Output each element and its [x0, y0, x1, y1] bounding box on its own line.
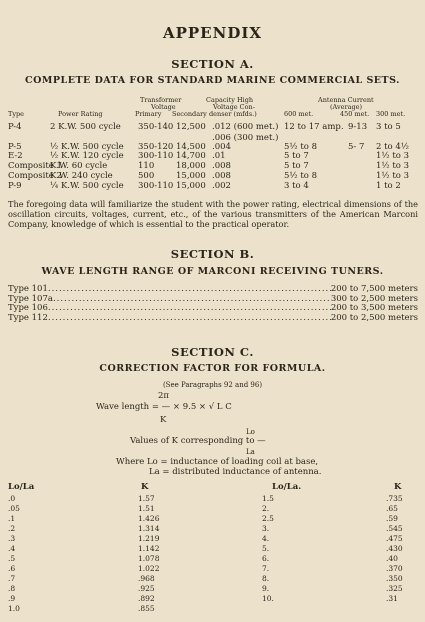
k-ratio-right: 2.5	[262, 514, 274, 523]
cell-300m: 2 to 4½	[376, 142, 409, 152]
k-value-right: .350	[386, 574, 403, 583]
cell-600m: 5½ to 8	[284, 171, 317, 181]
k-value-right: .430	[386, 544, 403, 553]
leader-dots	[53, 294, 331, 304]
k-value-right: .31	[386, 594, 398, 603]
k-value-right: .325	[386, 584, 403, 593]
header-antenna-current: Antenna Current	[318, 96, 374, 104]
cell-300m: 3 to 5	[376, 122, 401, 132]
header-primary: Primary	[135, 110, 162, 118]
cell-type: Composite 1	[8, 161, 62, 171]
cell-primary: 300-110	[138, 151, 174, 161]
header-type: Type	[8, 110, 25, 118]
tuner-row	[8, 303, 418, 313]
k-ratio-left: .5	[8, 554, 16, 563]
cell-secondary: 14,700	[176, 151, 206, 161]
tuner-row	[8, 294, 418, 304]
k-value-right: .65	[386, 504, 398, 513]
cell-capacity: .006 (300 met.)	[212, 133, 279, 143]
cell-primary: 110	[138, 161, 155, 171]
section-b-subheading: WAVE LENGTH RANGE OF MARCONI RECEIVING TUNERS.	[41, 266, 384, 277]
page-title: APPENDIX	[162, 24, 262, 42]
k-ratio-right: 2.	[262, 504, 270, 513]
cell-power: ¼ K.W. 500 cycle	[50, 181, 124, 191]
k-table-col-k-left: K	[141, 482, 149, 492]
k-value-left: 1.51	[138, 504, 155, 513]
k-value-right: .735	[386, 494, 403, 503]
cell-primary: 300-110	[138, 181, 174, 191]
formula-numerator: 2π	[158, 391, 169, 401]
tuner-type: Type 107a	[8, 293, 53, 304]
k-value-right: .475	[386, 534, 403, 543]
values-of-k-line: Values of K corresponding to —	[130, 436, 266, 446]
k-value-right: .370	[386, 564, 403, 573]
tuner-range: 300 to 2,500 meters	[330, 293, 418, 304]
cell-type: E-2	[8, 151, 23, 161]
cell-primary: 350-120	[138, 142, 174, 152]
k-value-right: .59	[386, 514, 398, 523]
where-line-1: Where Lo = inductance of loading coil at base,	[116, 457, 319, 467]
tuner-row	[8, 313, 418, 323]
header-antenna-average: (Average)	[330, 103, 363, 111]
tuner-type: Type 101	[8, 284, 48, 294]
k-ratio-right: 10.	[262, 594, 274, 603]
header-power-rating: Power Rating	[58, 110, 103, 118]
k-ratio-right: 7.	[262, 564, 270, 573]
cell-600m: 5 to 7	[284, 151, 309, 161]
k-value-left: .968	[138, 574, 155, 583]
header-capacity-2: Voltage Con-	[213, 103, 255, 111]
cell-secondary: 14,500	[176, 142, 206, 152]
cell-power: ½ K.W. 120 cycle	[50, 151, 124, 161]
k-ratio-left: .3	[8, 534, 16, 543]
k-value-right: .40	[386, 554, 398, 563]
k-ratio-right: 9.	[262, 584, 270, 593]
k-ratio-left: .1	[8, 514, 16, 523]
cell-secondary: 12,500	[176, 122, 206, 132]
cell-600m: 12 to 17 amp.	[284, 122, 344, 132]
section-c-see-note: (See Paragraphs 92 and 96)	[162, 381, 263, 389]
header-capacity-3: denser (mfds.)	[209, 110, 257, 118]
tuner-row	[8, 284, 418, 294]
cell-secondary: 18,000	[176, 161, 206, 171]
cell-type: Composite 2	[8, 171, 62, 181]
k-table-col-ratio-right: Lo/La.	[272, 482, 302, 492]
where-line-2: La = distributed inductance of antenna.	[149, 467, 322, 477]
k-value-left: 1.022	[138, 564, 160, 573]
cell-capacity: .012 (600 met.)	[212, 122, 279, 132]
header-300-met: 300 met.	[376, 110, 406, 118]
cell-300m: 1½ to 3	[376, 161, 409, 171]
k-ratio-right: 5.	[262, 544, 270, 553]
cell-300m: 1 to 2	[376, 181, 401, 191]
k-ratio-left: .0	[8, 494, 16, 503]
k-value-left: 1.57	[138, 494, 155, 503]
cell-capacity: .002	[212, 181, 231, 191]
cell-primary: 500	[138, 171, 155, 181]
leader-dots	[48, 284, 331, 294]
k-value-left: .925	[138, 584, 155, 593]
values-numerator: Lo	[246, 428, 255, 436]
k-value-left: 1.078	[138, 554, 160, 563]
cell-power: 2 K.W. 500 cycle	[50, 122, 121, 132]
cell-capacity: .004	[212, 142, 231, 152]
leader-dots	[48, 313, 331, 323]
header-transformer-voltage: Voltage	[151, 103, 176, 111]
header-secondary: Secondary	[172, 110, 207, 118]
formula-denominator: K	[160, 415, 167, 425]
cell-300m: 1½ to 3	[376, 171, 409, 181]
cell-secondary: 15,000	[176, 171, 206, 181]
k-value-left: 1.142	[138, 544, 160, 553]
section-c-heading: SECTION C.	[171, 345, 254, 359]
k-ratio-right: 3.	[262, 524, 270, 533]
cell-power: K.W. 240 cycle	[50, 171, 113, 181]
k-value-left: .855	[138, 604, 155, 613]
section-a-heading: SECTION A.	[171, 57, 254, 71]
cell-capacity: .008	[212, 161, 231, 171]
values-denominator: La	[246, 448, 255, 456]
section-c-subheading: CORRECTION FACTOR FOR FORMULA.	[99, 363, 326, 374]
cell-primary: 350-140	[138, 122, 174, 132]
cell-450m: 9-13	[348, 122, 368, 132]
tuner-type: Type 106	[8, 303, 48, 313]
k-ratio-left: .6	[8, 564, 16, 573]
cell-power: K.W. 60 cycle	[50, 161, 108, 171]
tuner-type: Type 112	[8, 312, 48, 323]
formula-wave-length: Wave length = — × 9.5 × √ L C	[96, 402, 232, 412]
k-value-left: 1.426	[138, 514, 160, 523]
cell-type: P-4	[8, 122, 22, 132]
k-value-left: 1.314	[138, 524, 160, 533]
k-value-left: .892	[138, 594, 155, 603]
k-ratio-left: .2	[8, 524, 16, 533]
k-ratio-left: .05	[8, 504, 20, 513]
cell-type: P-9	[8, 181, 22, 191]
cell-capacity: .01	[212, 151, 226, 161]
k-ratio-left: .4	[8, 544, 16, 553]
cell-power: ½ K.W. 500 cycle	[50, 142, 124, 152]
k-ratio-left: .9	[8, 594, 16, 603]
cell-600m: 5½ to 8	[284, 142, 317, 152]
header-450-met: 450 met.	[340, 110, 370, 118]
k-ratio-right: 4.	[262, 534, 270, 543]
cell-600m: 5 to 7	[284, 161, 309, 171]
cell-type: P-5	[8, 142, 22, 152]
tuner-range: 200 to 2,500 meters	[330, 312, 418, 323]
header-600-met: 600 met.	[284, 110, 314, 118]
header-transformer: Transformer	[140, 96, 182, 104]
k-ratio-left: .8	[8, 584, 16, 593]
k-ratio-left: .7	[8, 574, 16, 583]
cell-450m: 5- 7	[348, 142, 365, 152]
section-b-heading: SECTION B.	[170, 247, 255, 261]
cell-600m: 3 to 4	[284, 181, 309, 191]
leader-dots	[48, 303, 331, 313]
cell-300m: 1½ to 3	[376, 151, 409, 161]
k-ratio-right: 8.	[262, 574, 270, 583]
cell-capacity: .008	[212, 171, 231, 181]
k-ratio-left: 1.0	[8, 604, 20, 613]
k-ratio-right: 6.	[262, 554, 270, 563]
section-a-paragraph: The foregoing data will familiarize the student with the power rating, electrical dimensions of the oscillation circuits, voltages, current, etc., of the various transmitters of the American Marconi Company, knowledge of which is essential to the practical operator.	[8, 199, 418, 229]
k-value-right: .545	[386, 524, 403, 533]
k-ratio-right: 1.5	[262, 494, 274, 503]
k-value-left: 1.219	[138, 534, 160, 543]
header-capacity: Capacity High	[206, 96, 254, 104]
cell-secondary: 15,000	[176, 181, 206, 191]
k-table-col-ratio-left: Lo/La	[8, 482, 35, 492]
tuner-range: 200 to 7,500 meters	[330, 284, 418, 294]
section-a-subheading: COMPLETE DATA FOR STANDARD MARINE COMMERCIAL SETS.	[25, 75, 400, 86]
k-table-col-k-right: K	[394, 482, 402, 492]
tuner-range: 200 to 3,500 meters	[330, 303, 418, 313]
